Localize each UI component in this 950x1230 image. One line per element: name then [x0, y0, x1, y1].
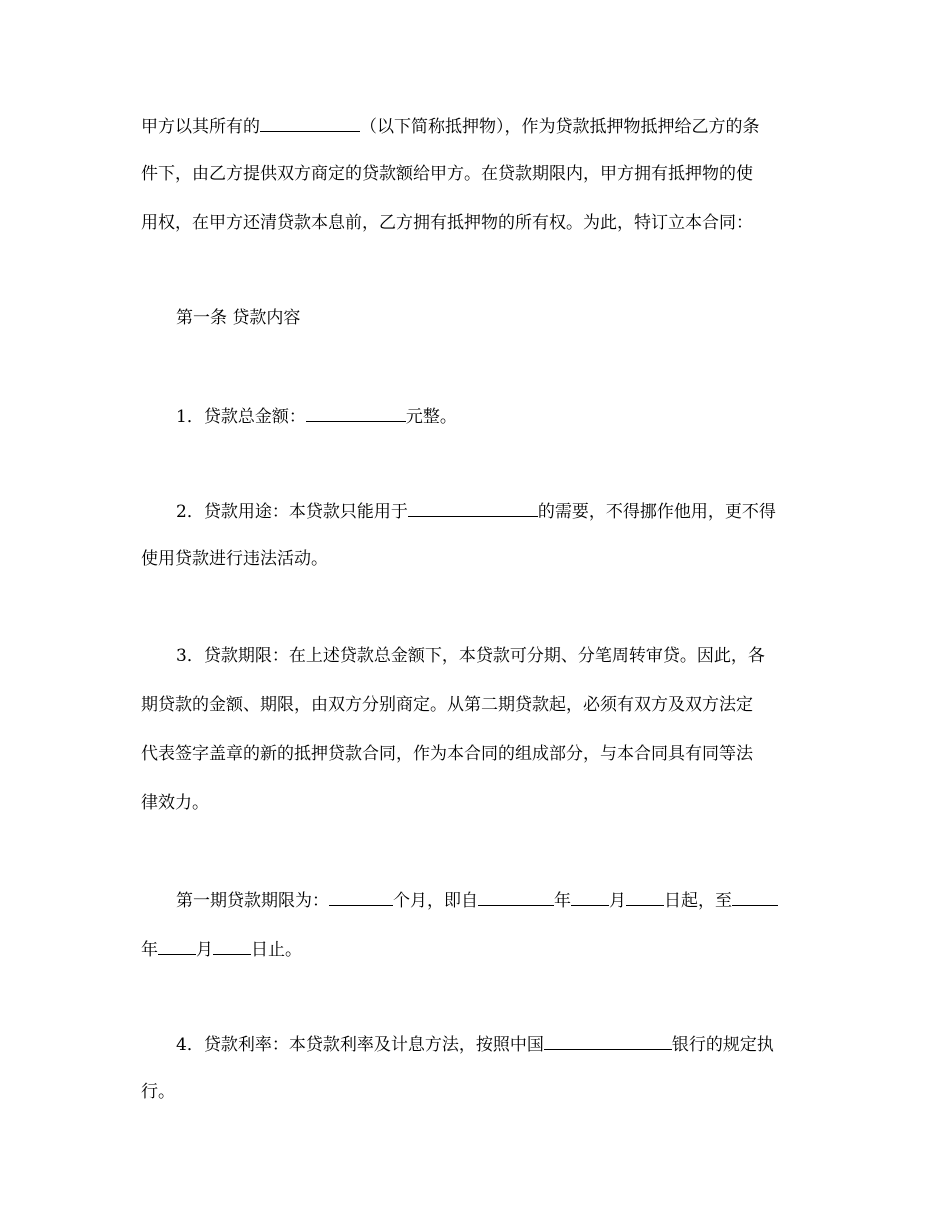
item-1-loan-amount [176, 405, 856, 427]
item-text: 元整。 [405, 407, 457, 427]
period-text: 日止。 [251, 940, 302, 960]
period-text: 个月，即自 [393, 891, 478, 911]
item-text: 律效力。 [141, 793, 209, 813]
bank-name-blank [544, 1033, 672, 1050]
article-heading-text: 第一条 贷款内容 [176, 308, 301, 328]
first-period-line-1 [176, 889, 856, 911]
item-4-interest-rate [176, 1033, 856, 1055]
item-2-loan-purpose [176, 500, 856, 522]
item-4-line-2 [141, 1082, 821, 1102]
item-text: 的需要，不得挪作他用，更不得 [537, 502, 776, 522]
item-text: 行。 [141, 1082, 175, 1102]
intro-line-2 [141, 164, 821, 184]
item-text: 使用贷款进行违法活动。 [141, 549, 328, 569]
period-text: 月 [609, 891, 626, 911]
period-text: 日起，至 [664, 891, 732, 911]
months-blank [329, 889, 393, 906]
start-year-blank [478, 889, 554, 906]
collateral-blank [260, 115, 360, 132]
item-3-line-2 [141, 695, 821, 715]
loan-purpose-blank [408, 500, 538, 517]
item-3-loan-term [176, 646, 856, 666]
item-text: 1．贷款总金额： [176, 407, 306, 427]
intro-text: 件下，由乙方提供双方商定的贷款额给甲方。在贷款期限内，甲方拥有抵押物的使 [141, 164, 753, 184]
first-period-line-2 [141, 938, 821, 960]
item-text: 期贷款的金额、期限，由双方分别商定。从第二期贷款起，必须有双方及双方法定 [141, 695, 753, 715]
start-month-blank [571, 889, 609, 906]
item-2-line-2 [141, 549, 821, 569]
end-year-blank [732, 889, 778, 906]
end-day-blank [213, 938, 251, 955]
intro-line-3 [141, 213, 821, 233]
loan-amount-blank [306, 405, 406, 422]
intro-text: 甲方以其所有的 [141, 117, 260, 137]
period-text: 年 [141, 940, 158, 960]
period-text: 第一期贷款期限为： [176, 891, 329, 911]
item-text: 银行的规定执 [671, 1035, 774, 1055]
item-text: 4．贷款利率：本贷款利率及计息方法，按照中国 [176, 1035, 544, 1055]
item-3-line-4 [141, 793, 821, 813]
intro-text: 用权，在甲方还清贷款本息前，乙方拥有抵押物的所有权。为此，特订立本合同： [141, 213, 753, 233]
item-text: 3．贷款期限：在上述贷款总金额下，本贷款可分期、分笔周转审贷。因此，各 [176, 646, 765, 666]
intro-line-1 [141, 115, 821, 137]
period-text: 年 [554, 891, 571, 911]
start-day-blank [626, 889, 664, 906]
item-3-line-3 [141, 744, 821, 764]
article-1-heading [176, 308, 856, 328]
item-text: 代表签字盖章的新的抵押贷款合同，作为本合同的组成部分，与本合同具有同等法 [141, 744, 753, 764]
item-text: 2．贷款用途：本贷款只能用于 [176, 502, 408, 522]
period-text: 月 [196, 940, 213, 960]
end-month-blank [158, 938, 196, 955]
intro-text: （以下简称抵押物），作为贷款抵押物抵押给乙方的条 [360, 117, 760, 137]
